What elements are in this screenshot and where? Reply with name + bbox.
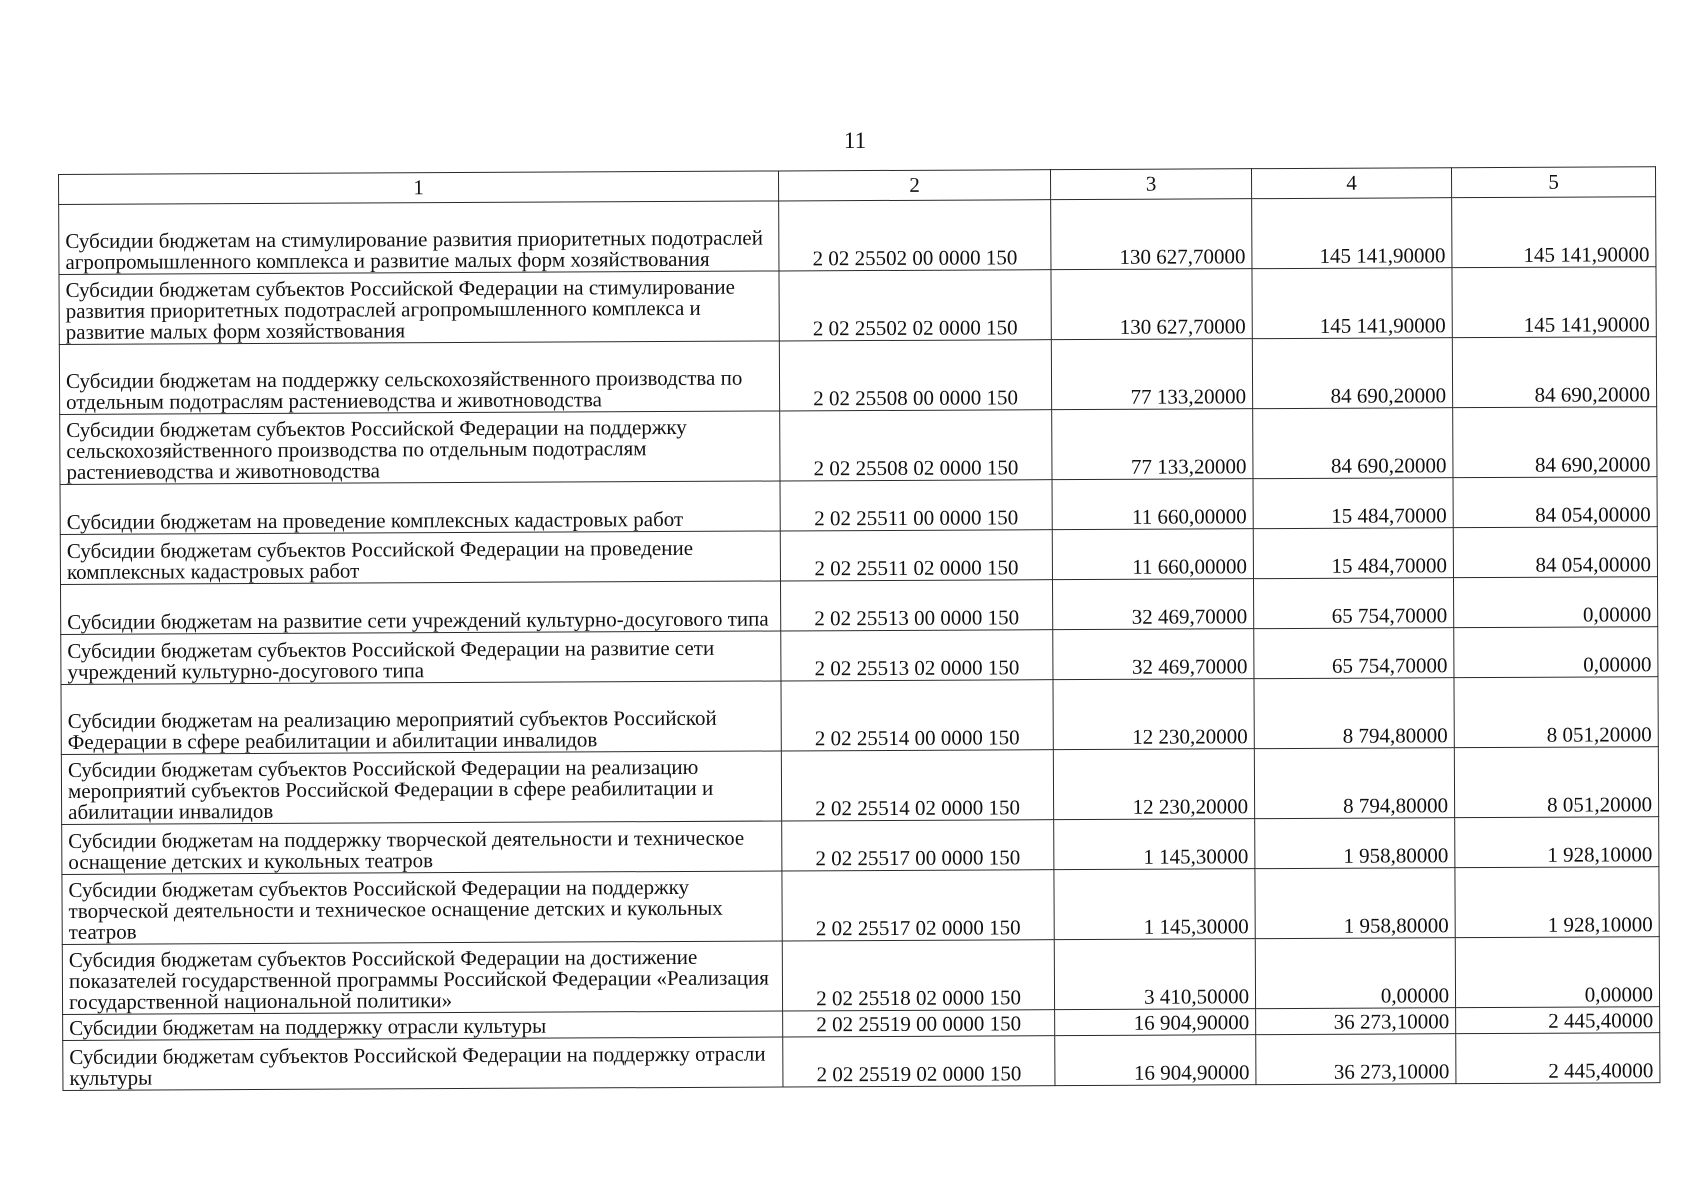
- table-row: [59, 337, 1656, 415]
- table-row: [61, 677, 1658, 755]
- row-description: Субсидии бюджетам субъектов Российской Федерации на поддержку творческой деятельности и техническое оснащение детских и кукольных театров: [62, 871, 782, 945]
- table-row: [60, 527, 1657, 585]
- row-description: Субсидии бюджетам на развитие сети учреждений культурно-досугового типа: [61, 581, 781, 635]
- budget-classification-code: 2 02 25511 02 0000 150: [780, 530, 1052, 581]
- header-col-3: 3: [1050, 169, 1251, 200]
- amount-col-4: 36 273,10000: [1256, 1034, 1456, 1085]
- amount-col-5: 0,00000: [1453, 577, 1657, 628]
- table-row: [60, 407, 1657, 485]
- amount-col-4: 8 794,80000: [1254, 678, 1454, 749]
- amount-col-3: 1 145,30000: [1054, 819, 1255, 870]
- amount-col-4: 145 141,90000: [1252, 268, 1452, 339]
- amount-col-4: 1 958,80000: [1255, 818, 1455, 869]
- amount-col-3: 77 133,20000: [1052, 409, 1253, 480]
- table-row: [62, 937, 1659, 1015]
- header-col-4: 4: [1251, 168, 1451, 199]
- budget-classification-code: 2 02 25514 02 0000 150: [781, 750, 1053, 821]
- amount-col-3: 11 660,00000: [1052, 529, 1253, 580]
- amount-col-3: 12 230,20000: [1053, 749, 1254, 820]
- budget-table: [58, 166, 1660, 1091]
- amount-col-5: 2 445,40000: [1456, 1033, 1660, 1084]
- amount-col-5: 0,00000: [1454, 627, 1658, 678]
- amount-col-5: 1 928,10000: [1455, 867, 1659, 938]
- budget-classification-code: 2 02 25519 00 0000 150: [783, 1010, 1055, 1037]
- budget-classification-code: 2 02 25518 02 0000 150: [782, 940, 1054, 1011]
- amount-col-4: 36 273,10000: [1256, 1008, 1456, 1035]
- amount-col-4: 15 484,70000: [1253, 528, 1453, 579]
- amount-col-3: 130 627,70000: [1051, 199, 1252, 270]
- amount-col-5: 145 141,90000: [1452, 197, 1656, 268]
- amount-col-5: 84 690,20000: [1453, 407, 1657, 478]
- amount-col-5: 84 690,20000: [1452, 337, 1656, 408]
- row-description: Субсидии бюджетам субъектов Российской Федерации на проведение комплексных кадастровых работ: [60, 531, 780, 585]
- budget-table-container: [58, 166, 1660, 1091]
- amount-col-4: 84 690,20000: [1252, 338, 1452, 409]
- budget-classification-code: 2 02 25513 00 0000 150: [780, 580, 1052, 631]
- budget-classification-code: 2 02 25517 02 0000 150: [782, 870, 1054, 941]
- row-description: Субсидии бюджетам субъектов Российской Федерации на поддержку отрасли культуры: [63, 1037, 783, 1091]
- row-description: Субсидии бюджетам субъектов Российской Федерации на реализацию мероприятий субъектов Российской Федерации в сфере реабилитации и абилитации инвалидов: [61, 751, 781, 825]
- header-col-1: 1: [59, 171, 779, 205]
- header-col-5: 5: [1451, 167, 1655, 198]
- amount-col-3: 130 627,70000: [1051, 269, 1252, 340]
- amount-col-4: 0,00000: [1255, 938, 1455, 1009]
- row-description: Субсидии бюджетам на реализацию мероприятий субъектов Российской Федерации в сфере реабилитации и абилитации инвалидов: [61, 681, 781, 755]
- budget-classification-code: 2 02 25502 02 0000 150: [779, 270, 1051, 341]
- page-number: 11: [843, 128, 867, 153]
- amount-col-3: 1 145,30000: [1054, 869, 1255, 940]
- row-description: Субсидия бюджетам субъектов Российской Федерации на достижение показателей государственной программы Российской Федерации «Реализация государственной национальной политики»: [62, 941, 782, 1015]
- amount-col-5: 84 054,00000: [1453, 477, 1657, 528]
- budget-classification-code: 2 02 25514 00 0000 150: [781, 680, 1053, 751]
- amount-col-4: 65 754,70000: [1254, 628, 1454, 679]
- row-description: Субсидии бюджетам на поддержку творческой деятельности и техническое оснащение детских и кукольных театров: [62, 821, 782, 875]
- table-row: [61, 747, 1658, 825]
- budget-classification-code: 2 02 25517 00 0000 150: [782, 820, 1054, 871]
- amount-col-4: 15 484,70000: [1253, 478, 1453, 529]
- amount-col-5: 0,00000: [1455, 937, 1659, 1008]
- table-body: [59, 197, 1660, 1091]
- amount-col-3: 32 469,70000: [1052, 579, 1253, 630]
- row-description: Субсидии бюджетам субъектов Российской Федерации на стимулирование развития приоритетных подотраслей агропромышленного комплекса и развитие малых форм хозяйствования: [59, 271, 779, 345]
- row-description: Субсидии бюджетам субъектов Российской Федерации на поддержку сельскохозяйственного производства по отдельным подотраслям растениеводства и животноводства: [60, 411, 780, 485]
- table-row: [60, 477, 1657, 535]
- amount-col-4: 65 754,70000: [1253, 578, 1453, 629]
- budget-classification-code: 2 02 25513 02 0000 150: [781, 630, 1053, 681]
- amount-col-5: 8 051,20000: [1454, 747, 1658, 818]
- amount-col-5: 8 051,20000: [1454, 677, 1658, 748]
- table-row: [63, 1033, 1660, 1091]
- budget-classification-code: 2 02 25508 00 0000 150: [779, 340, 1051, 411]
- row-description: Субсидии бюджетам на стимулирование развития приоритетных подотраслей агропромышленного комплекса и развитие малых форм хозяйствования: [59, 201, 779, 275]
- budget-classification-code: 2 02 25511 00 0000 150: [780, 480, 1052, 531]
- budget-classification-code: 2 02 25502 00 0000 150: [779, 200, 1051, 271]
- amount-col-3: 3 410,50000: [1054, 939, 1255, 1010]
- amount-col-4: 1 958,80000: [1255, 868, 1455, 939]
- table-row: [59, 267, 1656, 345]
- row-description: Субсидии бюджетам на проведение комплексных кадастровых работ: [60, 481, 780, 535]
- amount-col-4: 84 690,20000: [1253, 408, 1453, 479]
- table-row: [59, 197, 1656, 275]
- amount-col-3: 77 133,20000: [1051, 339, 1252, 410]
- amount-col-5: 1 928,10000: [1455, 817, 1659, 868]
- table-row: [62, 817, 1659, 875]
- amount-col-5: 2 445,40000: [1456, 1007, 1660, 1034]
- amount-col-3: 16 904,90000: [1055, 1009, 1256, 1036]
- table-row: [61, 577, 1658, 635]
- row-description: Субсидии бюджетам на поддержку сельскохозяйственного производства по отдельным подотраслям растениеводства и животноводства: [59, 341, 779, 415]
- table-row: [62, 867, 1659, 945]
- amount-col-3: 11 660,00000: [1052, 479, 1253, 530]
- amount-col-3: 16 904,90000: [1055, 1035, 1256, 1086]
- amount-col-3: 12 230,20000: [1053, 679, 1254, 750]
- amount-col-5: 84 054,00000: [1453, 527, 1657, 578]
- header-col-2: 2: [778, 170, 1050, 201]
- amount-col-4: 8 794,80000: [1254, 748, 1454, 819]
- amount-col-4: 145 141,90000: [1252, 198, 1452, 269]
- budget-classification-code: 2 02 25508 02 0000 150: [780, 410, 1052, 481]
- row-description: Субсидии бюджетам на поддержку отрасли культуры: [63, 1011, 783, 1041]
- table-row: [61, 627, 1658, 685]
- budget-classification-code: 2 02 25519 02 0000 150: [783, 1036, 1055, 1087]
- row-description: Субсидии бюджетам субъектов Российской Федерации на развитие сети учреждений культурно-досугового типа: [61, 631, 781, 685]
- amount-col-5: 145 141,90000: [1452, 267, 1656, 338]
- amount-col-3: 32 469,70000: [1053, 629, 1254, 680]
